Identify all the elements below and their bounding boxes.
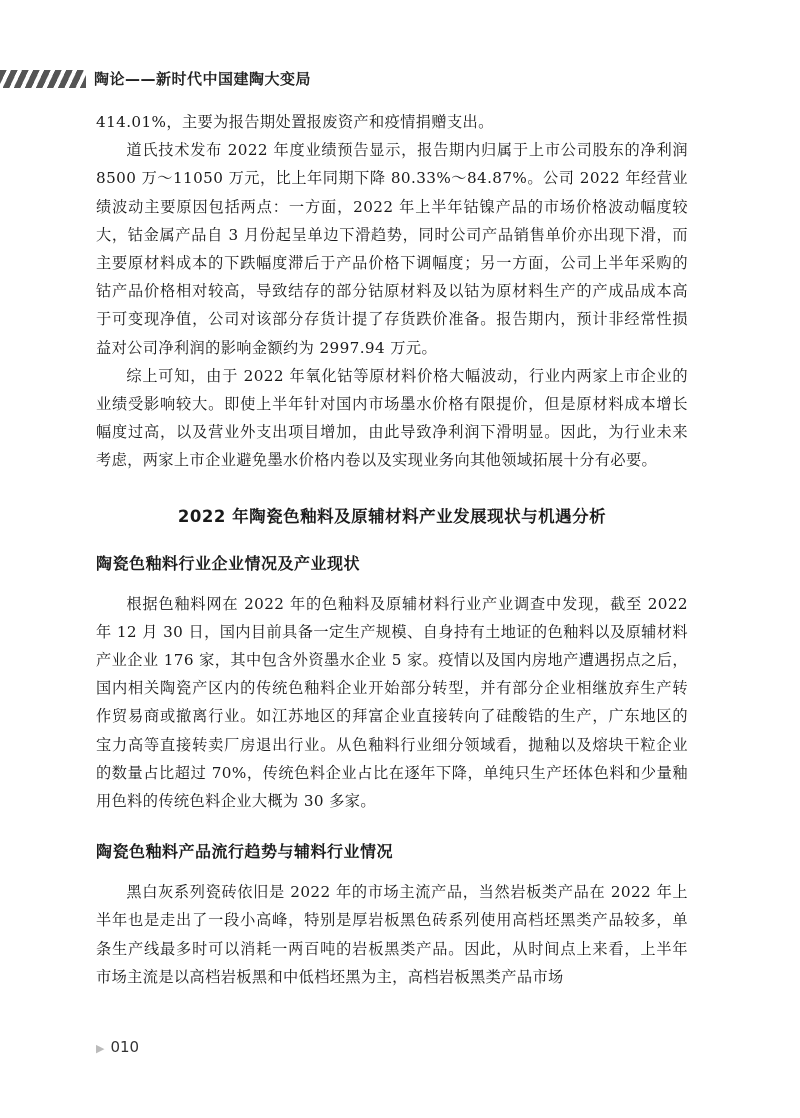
triangle-right-icon: ▶ bbox=[96, 1042, 105, 1055]
section-title: 2022 年陶瓷色釉料及原辅材料产业发展现状与机遇分析 bbox=[177, 506, 607, 526]
paragraph-trends: 黑白灰系列瓷砖依旧是 2022 年的市场主流产品，当然岩板类产品在 2022 年上半年也是走出了一段小高峰，特别是厚岩板黑色砖系列使用高档坯黑类产品较多，单条生产线最多时可以消耗一两百吨的岩板黑类产品。因此，从时间点上来看，上半年市场主流是以高档岩板黑和中低档坯黑为主，高档岩板黑类产品市场 bbox=[96, 883, 688, 986]
running-header-title: 陶论——新时代中国建陶大变局 bbox=[94, 70, 312, 88]
page-content bbox=[96, 108, 688, 991]
paragraph-continuation: 414.01%，主要为报告期处置报废资产和疫情捐赠支出。 bbox=[96, 113, 494, 131]
top-blank-margin bbox=[0, 0, 800, 60]
page-footer bbox=[96, 1038, 139, 1056]
subsection-title-trends: 陶瓷色釉料产品流行趋势与辅料行业情况 bbox=[96, 842, 394, 862]
paragraph-dow-tech: 道氏技术发布 2022 年度业绩预告显示，报告期内归属于上市公司股东的净利润 8500 万～11050 万元，比上年同期下降 80.33%～84.87%。公司 2022 年经营业绩波动主要原因包括两点：一方面，2022 年上半年钴镍产品的市场价格波动幅度较大，钴金属产品自 3 月份起呈单边下滑趋势，同时公司产品销售单价亦出现下滑，而主要原材料成本的下跌幅度滞后于产品价格下调幅度；另一方面，公司上半年采购的钴产品价格相对较高，导致结存的部分钴原材料及以钴为原材料生产的产成品成本高于可变现净值，公司对该部分存货计提了存货跌价准备。报告期内，预计非经常性损益对公司净利润的影响金额约为 2997.94 万元。 bbox=[96, 141, 688, 357]
subsection-title-industry: 陶瓷色釉料行业企业情况及产业现状 bbox=[96, 553, 361, 573]
page-number: 010 bbox=[110, 1038, 140, 1056]
header-stripe-decoration bbox=[0, 70, 86, 88]
running-header bbox=[0, 66, 800, 92]
paragraph-summary: 综上可知，由于 2022 年氧化钴等原材料价格大幅波动，行业内两家上市企业的业绩受影响较大。即使上半年针对国内市场墨水价格有限提价，但是原材料成本增长幅度过高，以及营业外支出项目增加，由此导致净利润下滑明显。因此，为行业未来考虑，两家上市企业避免墨水价格内卷以及实现业务向其他领域拓展十分有必要。 bbox=[96, 366, 688, 470]
paragraph-industry: 根据色釉料网在 2022 年的色釉料及原辅材料行业产业调查中发现，截至 2022 年 12 月 30 日，国内目前具备一定生产规模、自身持有土地证的色釉料以及原辅材料产业企业 176 家，其中包含外资墨水企业 5 家。疫情以及国内房地产遭遇拐点之后，国内相关陶瓷产区内的传统色釉料企业开始部分转型，并有部分企业相继放弃生产转作贸易商或撤离行业。如江苏地区的拜富企业直接转向了硅酸锆的生产，广东地区的宝力高等直接转卖厂房退出行业。从色釉料行业细分领域看，抛釉以及熔块干粒企业的数量占比超过 70%，传统色料企业占比在逐年下降，单纯只生产坯体色料和少量釉用色料的传统色料企业大概为 30 多家。 bbox=[96, 594, 688, 811]
